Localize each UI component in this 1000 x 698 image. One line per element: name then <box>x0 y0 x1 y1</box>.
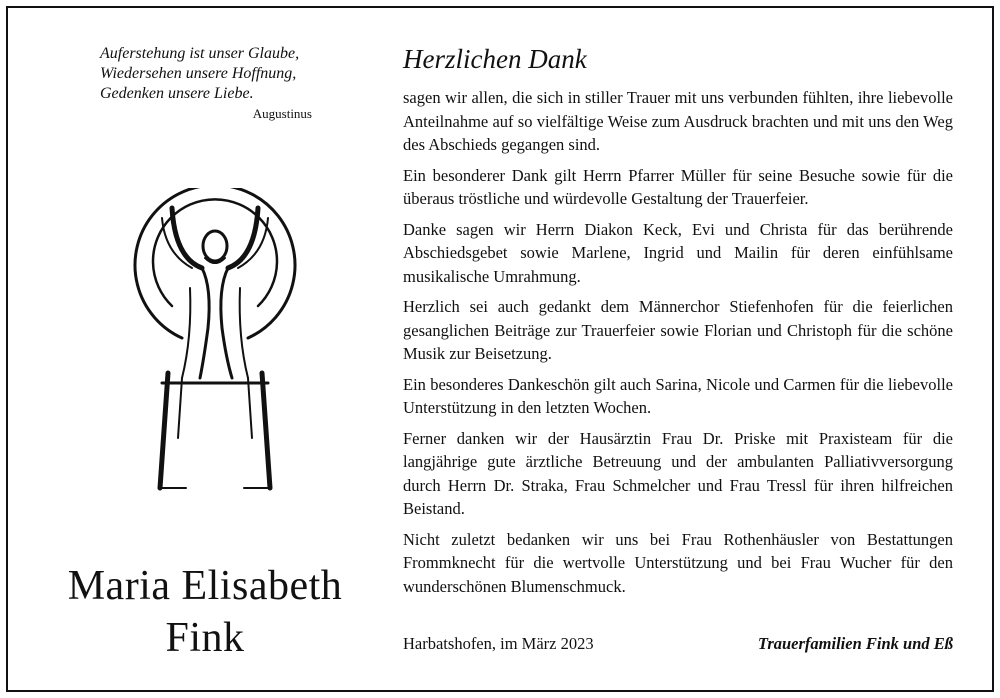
quote-block <box>100 44 312 123</box>
quote-author: Augustinus <box>252 106 312 121</box>
thanks-paragraph: Ein besonderes Dankeschön gilt auch Sarina, Nicole und Carmen für die liebevolle Unterstützung in den letzten Wochen. <box>403 374 953 417</box>
risen-christ-in-circle-icon <box>120 188 310 498</box>
thanks-paragraph: Nicht zuletzt bedanken wir uns bei Frau Rothenhäusler von Bestattungen Frommknecht für die wertvolle Unterstützung und bei Frau Wucher für den wunderschönen Blumenschmuck. <box>403 529 953 596</box>
quote-line: Gedenken unsere Liebe. <box>100 85 254 102</box>
deceased-surname: Fink <box>165 615 245 661</box>
thanks-paragraph: Ein besonderer Dank gilt Herrn Pfarrer Müller für seine Besuche sowie für die überaus tröstliche und würdevolle Gestaltung der Trauerfeier. <box>403 165 953 208</box>
family-signature: Trauerfamilien Fink und Eß <box>757 634 953 653</box>
notice-heading: Herzlichen Dank <box>403 44 587 74</box>
deceased-first-names: Maria Elisabeth <box>67 563 343 609</box>
thanks-paragraph: Danke sagen wir Herrn Diakon Keck, Evi und Christa für das berührende Abschiedsgebet sowie Marlene, Ingrid und Mailin für deren einfühlsame musikalische Umrahmung. <box>403 219 953 286</box>
quote-line: Auferstehung ist unser Glaube, <box>100 45 300 62</box>
place-date: Harbatshofen, im März 2023 <box>403 634 594 653</box>
deceased-name <box>40 560 370 664</box>
thanks-paragraph: Herzlich sei auch gedankt dem Männerchor Stiefenhofen für die feierlichen gesanglichen Beiträge zur Trauerfeier sowie Florian und Christoph für die schöne Musik zur Beisetzung. <box>403 297 953 363</box>
quote-line: Wiedersehen unsere Hoffnung, <box>100 65 297 82</box>
thanks-text <box>403 86 953 605</box>
notice-footer <box>403 632 953 656</box>
thanks-paragraph: sagen wir allen, die sich in stiller Trauer mit uns verbunden fühlten, ihre liebevolle Anteilnahme auf so vielfältige Weise zum Ausdruck brachten und mit uns den Weg des Abschieds gegangen sind. <box>403 88 953 154</box>
thanks-paragraph: Ferner danken wir der Hausärztin Frau Dr. Priske mit Praxisteam für die langjährige gute ärztliche Betreuung und der ambulanten Palliativversorgung durch Herrn Dr. Straka, Frau Schmelcher und Frau Tressl für ihren hilfreichen Beistand. <box>403 428 953 518</box>
